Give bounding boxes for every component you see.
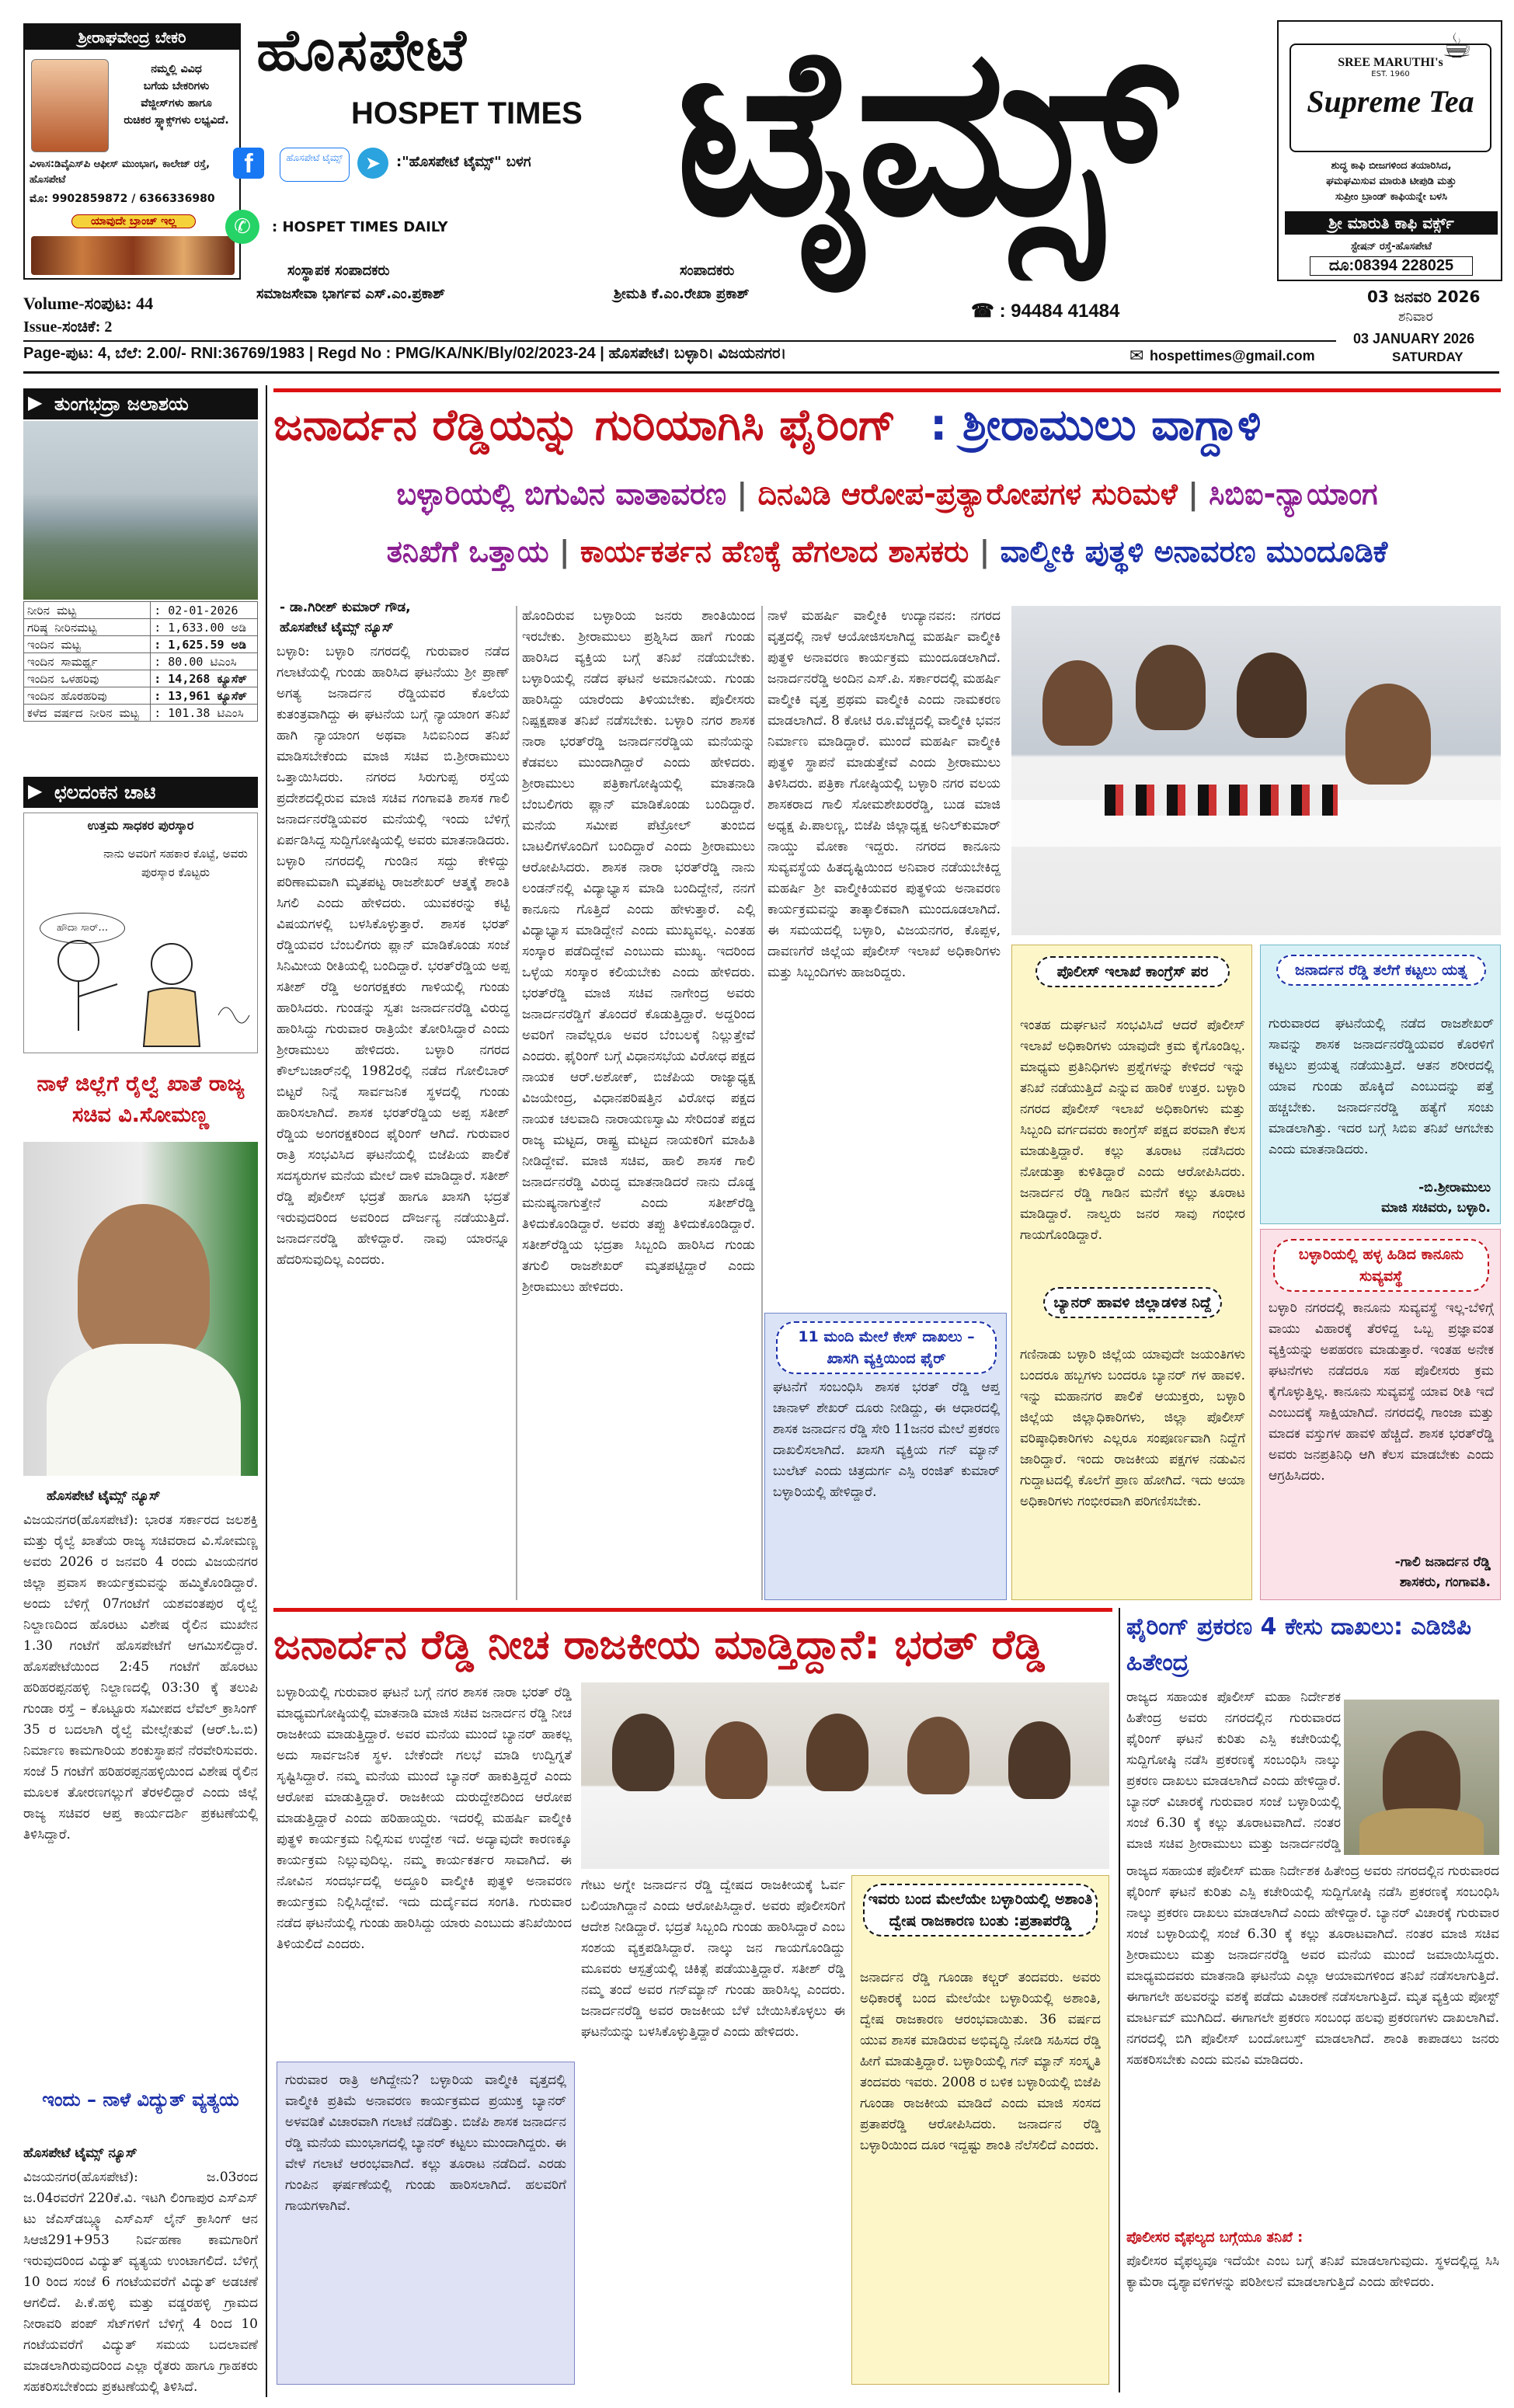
bakery-line: ಬಗೆಯ ಬೇಕರಿಗಳು — [143, 80, 210, 92]
somanna-face — [78, 1204, 210, 1359]
lead-photo-person — [1042, 660, 1112, 746]
tea-name: Supreme Tea — [1307, 84, 1474, 119]
lead-photo-mics — [1105, 785, 1338, 816]
lead-sub2: ತನಿಖೆಗೆ ಒತ್ತಾಯ | ಕಾರ್ಯಕರ್ತನ ಹೆಣಕ್ಕೆ ಹೆಗಲಾದ ಶಾಸಕರು | ವಾಲ್ಮೀಕಿ ಪುತ್ಥಳಿ ಅನಾವರಣ ಮುಂದೂಡಿಕೆ — [386, 534, 1388, 569]
fir-sub-body: ಪೊಲೀಸರ ವೈಫಲ್ಯವೂ ಇದೆಯೇ ಎಂಬ ಬಗ್ಗೆ ತನಿಖೆ ಮಾಡಲಾಗುವುದು. ಸ್ಥಳದಲ್ಲಿದ್ದ ಸಿಸಿ ಕ್ಯಾಮೆರಾ ದೃಶ್ಯಾವಳಿಗಳನ್ನು ಪರಿಶೀಲನೆ ಮಾಡಲಾಗುತ್ತಿದೆ ಎಂದು ಹೇಳಿದರು. — [1126, 2253, 1499, 2290]
tea-line: ಘಮಘಮಿಸುವ ಮಾರುತಿ ಟೀಪುಡಿ ಮತ್ತು — [1326, 176, 1457, 187]
box-banner-title: ಬ್ಯಾನರ್ ಹಾವಳಿ ಜಿಲ್ಲಾಡಳಿತ ನಿದ್ದೆ — [1043, 1287, 1222, 1318]
title-kn-big: ಟೈಮ್ಸ್ — [676, 0, 1169, 267]
bakery-phone: ಮೊ: 9902859872 / 6366336980 — [30, 193, 215, 205]
cartoon-drawing — [24, 930, 257, 1053]
tea-line: ಸುಪ್ರೀಂ ಬ್ರಾಂಡ್ ಕಾಫಿಯನ್ನೇ ಬಳಸಿ — [1335, 191, 1448, 203]
dam-row: ಇಂದಿನ ಸಾಮರ್ಥ್ಯ : 80.00 ಟಿಎಂಸಿ — [24, 653, 258, 670]
tea-phone: ದೂ:08394 228025 — [1310, 256, 1473, 276]
day-en: SATURDAY — [1392, 350, 1464, 364]
lead-sub-item: ಕಾರ್ಯಕರ್ತನ ಹೆಣಕ್ಕೆ ಹೆಗಲಾದ ಶಾಸಕರು — [579, 534, 969, 569]
fir-headline: ಫೈರಿಂಗ್ ಪ್ರಕರಣ 4 ಕೇಸು ದಾಖಲು: ಎಡಿಜಿಪಿ ಹಿತೇಂದ್ರ — [1126, 1613, 1471, 1676]
bakery-tag: ಯಾವುದೇ ಬ್ರಾಂಚ್ ಇಲ್ಲ — [71, 214, 196, 228]
somanna-body: ವಿಜಯನಗರ(ಹೊಸಪೇಟೆ): ಭಾರತ ಸರ್ಕಾರದ ಜಲಶಕ್ತಿ ಮತ್ತು ರೈಲ್ವೆ ಖಾತೆಯ ರಾಜ್ಯ ಸಚಿವರಾದ ವಿ.ಸೋಮಣ್ಣ ಅವರು 2026 ರ ಜನವರಿ 4 ರಂದು ವಿಜಯನಗರ ಜಿಲ್ಲಾ ಪ್ರವಾಸ ಕಾರ್ಯಕ್ರಮವನ್ನು ಹಮ್ಮಿಕೊಂಡಿದ್ದಾರೆ. ಅಂದು ಬೆಳಿಗ್ಗೆ 07ಗಂಟೆಗೆ ಯಶವಂತಪುರ ರೈಲ್ವೆ ನಿಲ್ದಾಣದಿಂದ ಹೊರಟು ವಿಶೇಷ ರೈಲಿನ ಮುಖೇನ 1.30 ಗಂಟೆಗೆ ಹೊಸಪೇಟೆಗೆ ಆಗಮಿಸಲಿದ್ದಾರೆ. ಹೊಸಪೇಟೆಯಿಂದ 2:45 ಗಂಟೆಗೆ ಹೊರಟು ಹರಿಹರಪ್ಪನಹಳ್ಳಿ ನಿಲ್ದಾಣದಲ್ಲಿ 03:30 ಕ್ಕೆ ತಲುಪಿ ಗುಂಡಾ ರಸ್ತೆ – ಕೊಟ್ಟೂರು ಸಮೀಪದ ಲೆವೆಲ್ ಕ್ರಾಸಿಂಗ್ 35 ರ ಬದಲಾಗಿ ರೈಲ್ವೆ ಮೇಲ್ಸೇತುವೆ (ಆರ್.ಓ.ಬಿ) ನಿರ್ಮಾಣ ಕಾಮಗಾರಿಯ ಶಂಕುಸ್ಥಾಪನೆ ನೆರವೇರಿಸುವರು. ಸಂಜೆ 5 ಗಂಟೆಗೆ ಹರಿಹರಪ್ಪನಹಳ್ಳಿಯಿಂದ ವಿಶೇಷ ರೈಲಿನ ಮೂಲಕ ತೋರಣಗಲ್ಲುಗೆ ತೆರಳಲಿದ್ದಾರೆ ಎಂದು ಜಿಲ್ಲೆ ರಾಜ್ಯ ಸಚಿವರ ಆಪ್ತ ಕಾರ್ಯದರ್ಶಿ ಪ್ರಕಟಣೆಯಲ್ಲಿ ತಿಳಿಸಿದ್ದಾರೆ. — [23, 1512, 258, 1843]
box-11-cases — [764, 1313, 1007, 1600]
tea-line: ಶುದ್ಧ ಕಾಫಿ ಬೀಜಗಳಿಂದ ತಯಾರಿಸಿದ, — [1331, 160, 1452, 172]
second-photo-person — [907, 1717, 969, 1794]
box-thursday-body: ಗುರುವಾರ ರಾತ್ರಿ ಅಗಿದ್ದೇನು? ಬಳ್ಳಾರಿಯ ವಾಲ್ಮೀಕಿ ವೃತ್ತದಲ್ಲಿ ವಾಲ್ಮೀಕಿ ಪ್ರತಿಮೆ ಅನಾವರಣ ಕಾರ್ಯಕ್ರಮದ ಪ್ರಯುಕ್ತ ಬ್ಯಾನರ್ ಅಳವಡಿಕೆ ವಿಚಾರವಾಗಿ ಗಲಾಟೆ ನಡೆದಿತ್ತು. ಬಿಜೆಪಿ ಶಾಸಕ ಜನಾರ್ದನ ರೆಡ್ಡಿ ಮನೆಯ ಮುಂಭಾಗದಲ್ಲಿ ಬ್ಯಾನರ್ ಕಟ್ಟಲು ಮುಂದಾಗಿದ್ದರು. ಈ ವೇಳೆ ಗಲಾಟೆ ಆರಂಭವಾಗಿದೆ. ಕಲ್ಲು ತೂರಾಟ ನಡೆದಿದೆ. ಎರಡು ಗುಂಪಿನ ಘರ್ಷಣೆಯಲ್ಲಿ ಗುಂಡು ಹಾರಿಸಲಾಗಿದೆ. ಹಲವರಿಗೆ ಗಾಯಗಳಾಗಿವೆ. — [285, 2072, 566, 2214]
founder-label: ಸಂಸ್ಥಾಪಕ ಸಂಪಾದಕರು — [287, 263, 390, 279]
bakery-line: ರುಚಿಕರ ಸ್ನ್ಯಾಕ್ಸ್‌ಗಳು ಲಭ್ಯವಿದೆ. — [124, 114, 229, 127]
box-bullet-title: ಜನಾರ್ದನ ರೆಡ್ಡಿ ತಲೆಗೆ ಕಟ್ಟಲು ಯತ್ನ — [1276, 955, 1486, 986]
dam-arrow-icon: ▶ — [28, 391, 43, 413]
fir-col-divider — [1119, 1608, 1120, 2392]
dam-row: ಕಳೆದ ವರ್ಷದ ನೀರಿನ ಮಟ್ಟ : 101.38 ಟಿಎಂಸಿ — [24, 705, 258, 722]
box-law-body: ಬಳ್ಳಾರಿ ನಗರದಲ್ಲಿ ಕಾನೂನು ಸುವ್ಯವಸ್ಥೆ ಇಲ್ಲ-ಬೆಳಿಗ್ಗೆ ವಾಯು ವಿಹಾರಕ್ಕೆ ತೆರಳಿದ್ದ ಒಬ್ಬ ಪ್ರಜ್ಞಾವಂತ ವ್ಯಕ್ತಿಯನ್ನು ಅಪಹರಣ ಮಾಡುತ್ತಾರೆ. ಇಂತಹ ಅನೇಕ ಘಟನೆಗಳು ನಡೆದರೂ ಸಹ ಪೊಲೀಸರು ಕ್ರಮ ಕೈಗೊಳ್ಳುತ್ತಿಲ್ಲ. ಕಾನೂನು ಸುವ್ಯವಸ್ಥೆ ಯಾವ ರೀತಿ ಇದೆ ಎಂಬುದಕ್ಕೆ ಸಾಕ್ಷಿಯಾಗಿದೆ. ನಗರದಲ್ಲಿ ಗಾಂಜಾ ಮತ್ತು ಮಾದಕ ವಸ್ತುಗಳ ಹಾವಳಿ ಹೆಚ್ಚಿದೆ. ಶಾಸಕ ಭರತ್‌ರೆಡ್ಡಿ ಅವರು ಜನಪ್ರತಿನಿಧಿ ಆಗಿ ಕೆಲಸ ಮಾಡಬೇಕು ಎಂದು ಆಗ್ರಹಿಸಿದರು. — [1269, 1300, 1494, 1484]
lead-photo-person — [1345, 684, 1431, 785]
cartoon — [23, 813, 258, 1053]
tea-shop: ಶ್ರೀ ಮಾರುತಿ ಕಾಫಿ ವರ್ಕ್ಸ್ — [1285, 211, 1498, 235]
box-law-sign: -ಗಾಲಿ ಜನಾರ್ದನ ರೆಡ್ಡಿ — [1394, 1554, 1491, 1570]
lead-headline-quote: : ಶ್ರೀರಾಮುಲು ವಾಗ್ದಾಳಿ — [929, 400, 1262, 451]
issue: Issue-ಸಂಚಿಕೆ: 2 — [23, 318, 113, 336]
box-banner-body: ಗಣಿನಾಡು ಬಳ್ಳಾರಿ ಜಿಲ್ಲೆಯ ಯಾವುದೇ ಜಯಂತಿಗಳು ಬಂದರೂ ಹಬ್ಬಗಳು ಬಂದರೂ ಬ್ಯಾನರ್ ಗಳ ಹಾವಳಿ. ಇನ್ನು ಮಹಾನಗರ ಪಾಲಿಕೆ ಆಯುಕ್ತರು, ಬಳ್ಳಾರಿ ಜಿಲ್ಲೆಯ ಜಿಲ್ಲಾಧಿಕಾರಿಗಳು, ಜಿಲ್ಲಾ ಪೊಲೀಸ್ ವರಿಷ್ಠಾಧಿಕಾರಿಗಳು ಎಲ್ಲರೂ ಸಂಪೂರ್ಣವಾಗಿ ನಿದ್ದೆಗೆ ಜಾರಿದ್ದಾರೆ. ಇಂದು ರಾಜಕೀಯ ಪಕ್ಷಗಳ ನಡುವಿನ ಗುದ್ದಾಟದಲ್ಲಿ ಕೊಲೆಗೆ ಪ್ರಾಣ ಹೋಗಿದೆ. ಇದು ಆಯಾ ಅಧಿಕಾರಿಗಳು ಗಂಭೀರವಾಗಿ ಪರಿಗಣಿಸಬೇಕು. — [1020, 1347, 1245, 1509]
cartoon-figure-head-right — [151, 944, 192, 984]
facebook-page-label[interactable]: ಹೊಸಪೇಟೆ ಟೈಮ್ಸ್ — [280, 148, 350, 182]
power-body: ವಿಜಯನಗರ(ಹೊಸಪೇಟೆ): ಜ.03ರಂದ ಜ.04ರವರೆಗೆ 220ಕೆ.ವಿ. ಇಟಗಿ ಲಿಂಗಾಪುರ ಎಸ್ಎಸ್ ಟು ಜೆಎಸ್‌ಡಬ್ಲ್ಯೂ ಎಸ್ಎಸ್ ಲೈನ್ ಕ್ರಾಸಿಂಗ್ ಆನ ಸಿಆಜಿ291+953 ನಿರ್ವಹಣಾ ಕಾಮಗಾರಿಗೆ ಇರುವುದರಿಂದ ವಿದ್ಯುತ್ ವ್ಯತ್ಯಯ ಉಂಟಾಗಲಿದೆ. ಬೆಳಿಗ್ಗೆ 10 ರಿಂದ ಸಂಜೆ 6 ಗಂಟೆಯವರೆಗೆ ವಿದ್ಯುತ್ ಅಡಚಣೆ ಆಗಲಿದೆ. ಪಿ.ಕೆ.ಹಳ್ಳಿ ಮತ್ತು ವಡ್ಡರಹಳ್ಳಿ ಗ್ರಾಮದ ನೀರಾವರಿ ಪಂಪ್ ಸೆಟ್‌ಗಳಿಗೆ ಬೆಳಿಗ್ಗೆ 4 ರಿಂದ 10 ಗಂಟೆಯವರೆಗೆ ವಿದ್ಯುತ್ ಸಮಯ ಬದಲಾವಣೆ ಮಾಡಲಾಗಿರುವುದರಿಂದ ಎಲ್ಲಾ ರೈತರು ಹಾಗೂ ಗ್ರಾಹಕರು ಸಹಕರಿಸಬೇಕೆಂದು ಪ್ರಕಟಣೆಯಲ್ಲಿ ತಿಳಿಸಿದೆ. — [23, 2170, 258, 2395]
somanna-shirt — [47, 1344, 241, 1476]
cartoon-figure-head-left — [58, 941, 99, 981]
cartoon-arrow-icon: ▶ — [28, 780, 43, 802]
cartoon-signature — [218, 1007, 249, 1023]
second-col-1: ಬಳ್ಳಾರಿಯಲ್ಲಿ ಗುರುವಾರ ಘಟನೆ ಬಗ್ಗೆ ನಗರ ಶಾಸಕ ನಾರಾ ಭರತ್ ರೆಡ್ಡಿ ಮಾಧ್ಯಮಗೋಷ್ಠಿಯಲ್ಲಿ ಮಾತನಾಡಿ ಮಾಜಿ ಸಚಿವ ಜನಾರ್ದನ ರೆಡ್ಡಿ ನೀಚ ರಾಜಕೀಯ ಮಾಡುತ್ತಿದ್ದಾರೆ. ಅವರ ಮನೆಯ ಮುಂದೆ ಬ್ಯಾನರ್ ಹಾಕಲ್ಲ ಅದು ಸಾರ್ವಜನಿಕ ಸ್ಥಳ. ಬೇಕೆಂದೇ ಗಲಭೆ ಮಾಡಿ ಉದ್ವಿಗ್ನತೆ ಸೃಷ್ಟಿಸಿದ್ದಾರೆ. ನಮ್ಮ ಮನೆಯ ಮುಂದೆ ಬ್ಯಾನರ್ ಹಾಕುತ್ತಿದ್ದರೆ ಎಂದು ಆರೋಪ ಮಾಡುತ್ತಿದ್ದಾರೆ. ರಾಜಕೀಯ ದುರುದ್ದೇಶದಿಂದ ಆರೋಪ ಮಾಡುತ್ತಿದ್ದಾರೆ ಎಂದು ಹರಿಹಾಯ್ದರು. ಇದರಲ್ಲಿ ಮಹರ್ಷಿ ವಾಲ್ಮೀಕಿ ಪುತ್ಥಳಿ ಕಾರ್ಯಕ್ರಮ ನಿಲ್ಲಿಸುವ ಉದ್ದೇಶ ಇದೆ. ಅದ್ಯಾವುದೇ ಕಾರಣಕ್ಕೂ ಕಾರ್ಯಕ್ರಮ ನಿಲ್ಲುವುದಿಲ್ಲ. ನಮ್ಮ ಕಾರ್ಯಕರ್ತರ ಸಾವಾಗಿದೆ. ಈ ನೋವಿನ ಸಂದರ್ಭದಲ್ಲಿ ಅದ್ದೂರಿ ವಾಲ್ಮೀಕಿ ಪುತ್ಥಳಿ ಅನಾವರಣ ಕಾರ್ಯಕ್ರಮ ನಿಲ್ಲಿಸಿದ್ದೇವೆ. ಇದು ದುರ್ದೈವದ ಸಂಗತಿ. ಗುರುವಾರ ನಡೆದ ಘಟನೆಯಲ್ಲಿ ಗುಂಡು ಹಾರಿಸಿದ್ದು ಯಾರು ಎಂಬುದು ತನಿಖೆಯಿಂದ ತಿಳಿಯಲಿದೆ ಎಂದರು. — [277, 1685, 572, 1952]
bakery-line: ನಮ್ಮಲ್ಲಿ ವಿವಿಧ — [151, 63, 202, 75]
box-law-sign-2: ಶಾಸಕರು, ಗಂಗಾವತಿ. — [1399, 1575, 1491, 1590]
second-press-photo — [581, 1682, 1109, 1869]
power-headline: ಇಂದು – ನಾಳೆ ವಿದ್ಯುತ್ ವ್ಯತ್ಯಯ — [42, 2089, 239, 2110]
cartoon-figure-arm-left — [78, 984, 117, 997]
reg-divider — [23, 371, 1499, 374]
dam-row: ಇಂದಿನ ಮಟ್ಟ : 1,625.59 ಅಡಿ — [24, 636, 258, 653]
dam-table — [23, 601, 258, 722]
masthead-divider — [23, 340, 1336, 342]
lead-photo-person — [1237, 652, 1307, 738]
dam-title: ತುಂಗಭದ್ರಾ ಜಲಾಶಯ — [23, 388, 258, 419]
lead-byline: - ಡಾ.ಗಿರೀಶ್ ಕುಮಾರ್ ಗೌಡ, — [280, 600, 411, 615]
editor-label: ಸಂಪಾದಕರು — [680, 263, 735, 279]
lead-sub-item: ತನಿಖೆಗೆ ಒತ್ತಾಯ — [386, 534, 549, 569]
left-bakery-ad — [23, 23, 241, 280]
box-law-title: ಬಳ್ಳಾರಿಯಲ್ಲಿ ಹಳ್ಳ ಹಿಡಿದ ಕಾನೂನು ಸುವ್ಯವಸ್ಥೆ — [1273, 1239, 1489, 1292]
box-thursday — [277, 2062, 575, 2385]
volume: Volume-ಸಂಪುಟ: 44 — [23, 294, 154, 313]
box-bullet — [1260, 945, 1501, 1224]
lead-sub-item: ಸಿಬಿಐ-ನ್ಯಾಯಾಂಗ — [1209, 477, 1378, 511]
fir-photo-uniform — [1359, 1808, 1484, 1855]
somanna-photo — [23, 1142, 258, 1476]
telegram-icon[interactable]: ➤ — [357, 148, 388, 179]
fir-sub-head: ಪೊಲೀಸರ ವೈಫಲ್ಯದ ಬಗ್ಗೆಯೂ ತನಿಖೆ : — [1126, 2229, 1303, 2246]
box-law — [1260, 1229, 1501, 1600]
box-bullet-body: ಗುರುವಾರದ ಘಟನೆಯಲ್ಲಿ ನಡೆದ ರಾಜಶೇಖರ್ ಸಾವನ್ನು ಶಾಸಕ ಜನಾರ್ದನರೆಡ್ಡಿಯವರ ಕೊರಳಿಗೆ ಕಟ್ಟಲು ಪ್ರಯತ್ನ ನಡೆಯುತ್ತಿದೆ. ಆತನ ಶರೀರದಲ್ಲಿ ಯಾವ ಗುಂಡು ಹೊಕ್ಕಿದೆ ಎಂಬುದನ್ನು ಪತ್ತೆ ಹಚ್ಚಬೇಕು. ಜನಾರ್ದನರೆಡ್ಡಿ ಹತ್ಯೆಗೆ ಸಂಚು ಮಾಡಲಾಗಿತ್ತು. ಇದರ ಬಗ್ಗೆ ಸಿಬಿಐ ತನಿಖೆ ಆಗಬೇಕು ಎಂದು ಮಾತನಾಡಿದರು. — [1269, 1016, 1494, 1157]
box-police-title: ಪೊಲೀಸ್ ಇಲಾಖೆ ಕಾಂಗ್ರೆಸ್ ಪರ — [1035, 956, 1230, 987]
box-11-title: 11 ಮಂದಿ ಮೇಲೆ ಕೇಸ್ ದಾಖಲು – ಖಾಸಗಿ ವ್ಯಕ್ತಿಯಿಂದ ಫೈರ್ — [776, 1321, 997, 1374]
somanna-byline: ಹೊಸಪೇಟೆ ಟೈಮ್ಸ್ ನ್ಯೂಸ್ — [47, 1488, 161, 1504]
box-11-body: ಘಟನೆಗೆ ಸಂಬಂಧಿಸಿ ಶಾಸಕ ಭರತ್ ರೆಡ್ಡಿ ಆಪ್ತ ಚಾನಾಳ್ ಶೇಖರ್ ದೂರು ನೀಡಿದ್ದು, ಈ ಆಧಾರದಲ್ಲಿ ಶಾಸಕ ಜನಾರ್ದನ ರೆಡ್ಡಿ ಸೇರಿ 11ಜನರ ಮೇಲೆ ಪ್ರಕರಣ ದಾಖಲಿಸಲಾಗಿದೆ. ಖಾಸಗಿ ವ್ಯಕ್ತಿಯ ಗನ್ ಮ್ಯಾನ್ ಬುಲೆಟ್ ಎಂದು ಚಿತ್ರದುರ್ಗ ಎಸ್ಪಿ ರಂಜಿತ್ ಕುಮಾರ್ ಬಳ್ಳಾರಿಯಲ್ಲಿ ಹೇಳಿದ್ದಾರೆ. — [773, 1380, 1000, 1500]
box-police-body: ಇಂತಹ ದುರ್ಘಟನೆ ಸಂಭವಿಸಿದೆ ಆದರೆ ಪೊಲೀಸ್ ಇಲಾಖೆ ಅಧಿಕಾರಿಗಳು ಯಾವುದೇ ಕ್ರಮ ಕೈಗೊಂಡಿಲ್ಲ. ಮಾಧ್ಯಮ ಪ್ರತಿನಿಧಿಗಳು ಪ್ರಶ್ನೆಗಳನ್ನು ಕೇಳಿದರೆ ಇನ್ನು ತನಿಖೆ ನಡೆಯುತ್ತಿದೆ ಎನ್ನುವ ಹಾರಿಕೆ ಉತ್ತರ. ಬಳ್ಳಾರಿ ನಗರದ ಪೊಲೀಸ್ ಇಲಾಖೆ ಅಧಿಕಾರಿಗಳು ಮತ್ತು ಸಿಬ್ಬಂದಿ ವರ್ಗದವರು ಕಾಂಗ್ರೆಸ್ ಪಕ್ಷದ ಪರವಾಗಿ ಕೆಲಸ ಮಾಡುತ್ತಿದ್ದಾರೆ. ಕಲ್ಲು ತೂರಾಟ ನಡೆಸಿದರು ನೋಡುತ್ತಾ ಕುಳಿತಿದ್ದಾರೆ ಎಂದು ಆರೋಪಿಸಿದರು. ಜನಾರ್ದನ ರೆಡ್ಡಿ ಗಾಡಿನ ಮನೆಗೆ ಕಲ್ಲು ತೂರಾಟ ಮಾಡಿದ್ದಾರೆ. ನಾಲ್ವರು ಜನರ ಸಾವು ಗಂಭೀರ ಗಾಯಗೊಂಡಿದ್ದಾರೆ. — [1020, 1018, 1245, 1243]
email[interactable]: hospettimes@gmail.com — [1150, 348, 1315, 364]
reg-line: Page-ಪುಟ: 4, ಬೆಲೆ: 2.00/- RNI:36769/1983 | Regd No : PMG/KA/NK/Bly/02/2023-24 | ಹೊಸಪೇಟೆ। ಬಳ್ಳಾರಿ। ವಿಜಯನಗರ। — [23, 345, 787, 362]
lead-sub-item: ಬಳ್ಳಾರಿಯಲ್ಲಿ ಬಿಗುವಿನ ವಾತಾವರಣ — [396, 477, 727, 511]
title-kn-small: ಹೊಸಪೇಟೆ — [256, 17, 468, 84]
bakery-cakes-image — [31, 236, 235, 275]
lead-byline-2: ಹೊಸಪೇಟೆ ಟೈಮ್ಸ್ ನ್ಯೂಸ್ — [280, 620, 394, 635]
bakery-address: ವಿಳಾಸ:ಡಿವೈಎಸ್‌ಪಿ ಆಫೀಸ್ ಮುಂಭಾಗ, ಕಾಲೇಜ್ ರಸ್ತೆ, ಹೊಸಪೇಟೆ — [30, 158, 211, 186]
tea-brand: SREE MARUTHI's — [1338, 56, 1443, 69]
date-kn: 03 ಜನವರಿ 2026 — [1367, 287, 1481, 306]
lead-sub-item: ದಿನವಿಡಿ ಆರೋಪ-ಪ್ರತ್ಯಾರೋಪಗಳ ಸುರಿಮಳೆ — [757, 477, 1178, 511]
tea-logo — [1290, 43, 1491, 152]
cartoon-title: ಛಲದಂಕನ ಚಾಟಿ — [23, 777, 258, 808]
lead-press-photo — [1011, 606, 1501, 935]
fir-photo — [1344, 1700, 1499, 1855]
title-en: HOSPET TIMES — [351, 96, 583, 130]
second-headline: ಜನಾರ್ದನ ರೆಡ್ಡಿ ನೀಚ ರಾಜಕೀಯ ಮಾಡ್ತಿದ್ದಾನೆ: ಭರತ್ ರೆಡ್ಡಿ — [273, 1622, 1045, 1669]
second-photo-person — [705, 1721, 767, 1799]
box-asanti-title: ಇವರು ಬಂದ ಮೇಲೆಯೇ ಬಳ್ಳಾರಿಯಲ್ಲಿ ಅಶಾಂತಿ ದ್ವೇಷ ರಾಜಕಾರಣ ಬಂತು :ಪ್ರತಾಪರೆಡ್ಡಿ — [863, 1884, 1098, 1936]
dam-row: ಇಂದಿನ ಒಳಹರಿವು : 14,268 ಕ್ಯೂಸೆಕ್ — [24, 670, 258, 687]
box-bullet-sign-2: ಮಾಜಿ ಸಚಿವರು, ಬಳ್ಳಾರಿ. — [1381, 1200, 1491, 1216]
second-col-2: ಗೇಟು ಅಗ್ನೇ ಜನಾರ್ದನ ರೆಡ್ಡಿ ದ್ವೇಷದ ರಾಜಕೀಯಕ್ಕೆ ಓರ್ವ ಬಲಿಯಾಗಿದ್ದಾನೆ ಎಂದು ಆರೋಪಿಸಿದ್ದಾರೆ. ಅವರು ಪೊಲೀಸರಿಗೆ ಆದೇಶ ನೀಡಿದ್ದಾರೆ. ಭದ್ರತೆ ಸಿಬ್ಬಂದಿ ಗುಂಡು ಹಾರಿಸಿದ್ದಾರೆ ಎಂಬ ಸಂಶಯ ವ್ಯಕ್ತಪಡಿಸಿದ್ದಾರೆ. ನಾಲ್ಕು ಜನ ಗಾಯಗೊಂಡಿದ್ದು ಮೂವರು ಆಸ್ಪತ್ರೆಯಲ್ಲಿ ಚಿಕಿತ್ಸೆ ಪಡೆಯುತ್ತಿದ್ದಾರೆ. ಸತೀಶ್ ರೆಡ್ಡಿ ನಮ್ಮ ತಂದೆ ಅವರ ಗನ್‌ಮ್ಯಾನ್ ಗುಂಡು ಹಾರಿಸಿಲ್ಲ ಎಂದರು. ಜನಾರ್ದನರೆಡ್ಡಿ ಅವರ ರಾಜಕೀಯ ಬೆಳೆ ಬೇಯಿಸಿಕೊಳ್ಳಲು ಈ ಘಟನೆಯನ್ನು ಬಳಸಿಕೊಳ್ಳುತ್ತಿದ್ದಾರೆ ಎಂದು ಹೇಳಿದರು. — [581, 1877, 845, 2040]
left-col-divider — [266, 385, 267, 2397]
box-asanti — [851, 1875, 1109, 2385]
tea-address: ಸ್ಟೇಷನ್ ರಸ್ತೆ-ಹೊಸಪೇಟೆ — [1350, 241, 1432, 252]
second-photo-person — [612, 1714, 674, 1791]
second-photo-person — [1008, 1721, 1070, 1799]
lead-col-3: ನಾಳೆ ಮಹರ್ಷಿ ವಾಲ್ಮೀಕಿ ಉದ್ಯಾನವನ: ನಗರದ ವೃತ್ತದಲ್ಲಿ ನಾಳೆ ಆಯೋಜಿಸಲಾಗಿದ್ದ ಮಹರ್ಷಿ ವಾಲ್ಮೀಕಿ ಪುತ್ಥಳಿ ಅನಾವರಣ ಕಾರ್ಯಕ್ರಮ ಮುಂದೂಡಲಾಗಿದೆ. ಜನಾರ್ದನರೆಡ್ಡಿ ಅಂದಿನ ಎಸ್.ಪಿ. ಸರ್ಕಾರದಲ್ಲಿ ಮಹರ್ಷಿ ವಾಲ್ಮೀಕಿ ವೃತ್ತ ಪ್ರಥಮ ವಾಲ್ಮೀಕಿ ಎಂದು ನಾಮಕರಣ ಮಾಡಲಾಗಿದೆ. 8 ಕೋಟಿ ರೂ.ವೆಚ್ಚದಲ್ಲಿ ವಾಲ್ಮೀಕಿ ಭವನ ನಿರ್ಮಾಣ ಮಾಡಿದ್ದಾರೆ. ಮುಂದೆ ಮಹರ್ಷಿ ವಾಲ್ಮೀಕಿ ಪುತ್ಥಳಿ ಸ್ಥಾಪನೆ ಮಾಡುತ್ತೇವೆ ಎಂದು ಶ್ರೀರಾಮುಲು ತಿಳಿಸಿದರು. ಪತ್ರಿಕಾ ಗೋಷ್ಠಿಯಲ್ಲಿ ಬಳ್ಳಾರಿ ನಗರ ವಲಯ ಶಾಸಕರಾದ ಗಾಲಿ ಸೋಮಶೇಖರರೆಡ್ಡಿ, ಬುಡ ಮಾಜಿ ಅಧ್ಯಕ್ಷ ಪಿ.ಪಾಲಣ್ಣ, ಬಿಜೆಪಿ ಜಿಲ್ಲಾಧ್ಯಕ್ಷ ಅನಿಲ್‌ಕುಮಾರ್ ನಾಯ್ಡು ಮೋಕಾ ಇದ್ದರು. ನಗರದ ಕಾನೂನು ಸುವ್ಯವಸ್ಥೆಯ ಹಿತದೃಷ್ಟಿಯಿಂದ ಅನಿವಾರ ನಡೆಯಬೇಕಿದ್ದ ಮಹರ್ಷಿ ಶ್ರೀ ವಾಲ್ಮೀಕಿಯವರ ಪುತ್ಥಳಿಯ ಅನಾವರಣ ಕಾರ್ಯಕ್ರಮವನ್ನು ತಾತ್ಕಾಲಿಕವಾಗಿ ಮುಂದೂಡಲಾಗಿದೆ. ಈ ಸಮಯದಲ್ಲಿ ಬಳ್ಳಾರಿ, ವಿಜಯನಗರ, ಕೊಪ್ಪಳ, ದಾವಣಗೆರೆ ಜಿಲ್ಲೆಯ ಪೊಲೀಸ್ ಇಲಾಖೆ ಅಧಿಕಾರಿಗಳು ಮತ್ತು ಸಿಬ್ಬಂದಿಗಳು ಹಾಜರಿದ್ದರು. — [767, 608, 1001, 980]
bakery-image — [31, 59, 109, 152]
dam-photo — [23, 421, 258, 600]
cartoon-figure-body-right — [144, 988, 200, 1046]
lead-top-rule — [273, 388, 1501, 392]
fir-body: ರಾಜ್ಯದ ಸಹಾಯಕ ಪೊಲೀಸ್ ಮಹಾ ನಿರ್ದೇಶಕ ಹಿತೇಂದ್ರ ಅವರು ನಗರದಲ್ಲಿನ ಗುರುವಾರದ ಫೈರಿಂಗ್ ಘಟನೆ ಕುರಿತು ಎಸ್ಪಿ ಕಚೇರಿಯಲ್ಲಿ ಸುದ್ದಿಗೋಷ್ಠಿ ನಡೆಸಿ ಪ್ರಕರಣಕ್ಕೆ ಸಂಬಂಧಿಸಿ ನಾಲ್ಕು ಪ್ರಕರಣ ದಾಖಲು ಮಾಡಲಾಗಿದೆ ಎಂದು ಹೇಳಿದ್ದಾರೆ. ಬ್ಯಾನರ್ ವಿಚಾರಕ್ಕೆ ಗುರುವಾರ ಸಂಜೆ ಬಳ್ಳಾರಿಯಲ್ಲಿ ಸಂಜೆ 6.30 ಕ್ಕೆ ಕಲ್ಲು ತೂರಾಟವಾಗಿದೆ. ನಂತರ ಮಾಜಿ ಸಚಿವ ಶ್ರೀರಾಮುಲು ಮತ್ತು ಜನಾರ್ದನರೆಡ್ಡಿ — [1126, 1689, 1341, 1852]
tea-cup-icon: ☕ — [1442, 26, 1473, 66]
date-en: 03 JANUARY 2026 — [1353, 331, 1475, 346]
dam-row: ಇಂದಿನ ಹೊರಹರಿವು : 13,961 ಕ್ಯೂಸೆಕ್ — [24, 687, 258, 705]
second-top-rule — [273, 1608, 1112, 1612]
lead-sub-item: ವಾಲ್ಮೀಕಿ ಪುತ್ಥಳಿ ಅನಾವರಣ ಮುಂದೂಡಿಕೆ — [1000, 534, 1388, 569]
bakery-title: ಶ್ರೀರಾಘವೇಂದ್ರ ಬೇಕರಿ — [25, 25, 239, 50]
lead-col-divider — [761, 606, 763, 1600]
box-police — [1011, 945, 1252, 1600]
fir-body-cont: ರಾಜ್ಯದ ಸಹಾಯಕ ಪೊಲೀಸ್ ಮಹಾ ನಿರ್ದೇಶಕ ಹಿತೇಂದ್ರ ಅವರು ನಗರದಲ್ಲಿನ ಗುರುವಾರದ ಫೈರಿಂಗ್ ಘಟನೆ ಕುರಿತು ಎಸ್ಪಿ ಕಚೇರಿಯಲ್ಲಿ ಸುದ್ದಿಗೋಷ್ಠಿ ನಡೆಸಿ ಪ್ರಕರಣಕ್ಕೆ ಸಂಬಂಧಿಸಿ ನಾಲ್ಕು ಪ್ರಕರಣ ದಾಖಲು ಮಾಡಲಾಗಿದೆ ಎಂದು ಹೇಳಿದ್ದಾರೆ. ಬ್ಯಾನರ್ ವಿಚಾರಕ್ಕೆ ಗುರುವಾರ ಸಂಜೆ ಬಳ್ಳಾರಿಯಲ್ಲಿ ಸಂಜೆ 6.30 ಕ್ಕೆ ಕಲ್ಲು ತೂರಾಟವಾಗಿದೆ. ನಂತರ ಮಾಜಿ ಸಚಿವ ಶ್ರೀರಾಮುಲು ಮತ್ತು ಜನಾರ್ದನರೆಡ್ಡಿ ಅವರ ಮನೆಯ ಮುಂದೆ ಜಮಾಯಿಸಿದ್ದರು. ಮಾಧ್ಯಮದವರು ಮಾತನಾಡಿ ಘಟನೆಯ ಎಲ್ಲಾ ಆಯಾಮಗಳಿಂದ ತನಿಖೆ ನಡೆಸಲಾಗುತ್ತಿದೆ. ಈಗಾಗಲೇ ಹಲವರನ್ನು ವಶಕ್ಕೆ ಪಡೆದು ವಿಚಾರಣೆ ನಡೆಸಲಾಗುತ್ತಿದೆ. ಮೃತ ವ್ಯಕ್ತಿಯ ಪೋಸ್ಟ್ ಮಾರ್ಟಮ್ ಮುಗಿದಿದೆ. ಈಗಾಗಲೇ ಪ್ರಕರಣ ಸಂಬಂಧ ಹಲವು ಪ್ರಕರಣಗಳು ದಾಖಲಾಗಿವೆ. ನಗರದಲ್ಲಿ ಬಿಗಿ ಪೊಲೀಸ್ ಬಂದೋಬಸ್ತ್ ಮಾಡಲಾಗಿದೆ. ಶಾಂತಿ ಕಾಪಾಡಲು ಜನರು ಸಹಕರಿಸಬೇಕು ಎಂದು ಮನವಿ ಮಾಡಿದರು. — [1126, 1863, 1499, 2068]
right-tea-ad — [1277, 20, 1502, 281]
lead-sub1: ಬಳ್ಳಾರಿಯಲ್ಲಿ ಬಿಗುವಿನ ವಾತಾವರಣ | ದಿನವಿಡಿ ಆರೋಪ-ಪ್ರತ್ಯಾರೋಪಗಳ ಸುರಿಮಳೆ | ಸಿಬಿಐ-ನ್ಯಾಯಾಂಗ — [396, 477, 1378, 511]
lead-col-divider — [516, 606, 517, 1600]
tea-est: EST. 1960 — [1371, 70, 1410, 78]
box-asanti-body: ಜನಾರ್ದನ ರೆಡ್ಡಿ ಗೂಂಡಾ ಕಲ್ಚರ್ ತಂದವರು. ಅವರು ಅಧಿಕಾರಕ್ಕೆ ಬಂದ ಮೇಲೆಯೇ ಬಳ್ಳಾರಿಯಲ್ಲಿ ಅಶಾಂತಿ, ದ್ವೇಷ ರಾಜಕಾರಣ ಆರಂಭವಾಯಿತು. 36 ವರ್ಷದ ಯುವ ಶಾಸಕ ಮಾಡಿರುವ ಅಭಿವೃದ್ಧಿ ನೋಡಿ ಸಹಿಸದ ರೆಡ್ಡಿ ಹೀಗೆ ಮಾಡುತ್ತಿದ್ದಾರೆ. ಬಳ್ಳಾರಿಯಲ್ಲಿ ಗನ್ ಮ್ಯಾನ್ ಸಂಸ್ಕೃತಿ ತಂದವರು ಇವರು. 2008 ರ ಬಳಿಕ ಬಳ್ಳಾರಿಯಲ್ಲಿ ಬಿಜೆಪಿ ಗೂಂಡಾ ರಾಜಕೀಯ ಮಾಡಿದೆ ಎಂದು ಮಾಜಿ ಸಂಸದ ಪ್ರತಾಪರೆಡ್ಡಿ ಆರೋಪಿಸಿದರು. ಜನಾರ್ದನ ರೆಡ್ಡಿ ಬಳ್ಳಾರಿಯಿಂದ ದೂರ ಇದ್ದಷ್ಟು ಶಾಂತಿ ನೆಲೆಸಲಿದೆ ಎಂದರು. — [860, 1970, 1101, 2153]
cartoon-bubble: ಹೌದಾ ಸಾರ್... — [40, 913, 125, 944]
somanna-headline: ನಾಳೆ ಜಿಲ್ಲೆಗೆ ರೈಲ್ವೆ ಖಾತೆ ರಾಜ್ಯ ಸಚಿವ ವಿ.ಸೋಮಣ್ಣ — [37, 1072, 245, 1127]
telegram-label: :"ಹೊಸಪೇಟೆ ಟೈಮ್ಸ್" ಬಳಗ — [396, 154, 531, 170]
lead-col-2: ಹೊಂದಿರುವ ಬಳ್ಳಾರಿಯ ಜನರು ಶಾಂತಿಯಿಂದ ಇರಬೇಕು. ಶ್ರೀರಾಮುಲು ಪ್ರಶ್ನಿಸಿದ ಹಾಗೆ ಗುಂಡು ಹಾರಿಸಿದ ವ್ಯಕ್ತಿಯ ಬಗ್ಗೆ ತನಿಖೆ ನಡೆಯಬೇಕು. ಬಳ್ಳಾರಿಯಲ್ಲಿ ನಡೆದ ಘಟನೆ ಅಮಾನವೀಯ. ಗುಂಡು ಹಾರಿಸಿದ್ದು ಯಾರೆಂದು ತಿಳಿಯಬೇಕು. ಪೊಲೀಸರು ನಿಷ್ಪಕ್ಷಪಾತ ತನಿಖೆ ನಡೆಸಬೇಕು. ಬಳ್ಳಾರಿ ನಗರ ಶಾಸಕ ನಾರಾ ಭರತ್‌ರೆಡ್ಡಿ ಜನಾರ್ದನರೆಡ್ಡಿಯ ಮನೆಯನ್ನು ಕೆಡವಲು ಮುಂದಾಗಿದ್ದಾರೆ ಎಂದು ಹೇಳಿದರು. ಶ್ರೀರಾಮುಲು ಪತ್ರಿಕಾಗೋಷ್ಠಿಯಲ್ಲಿ ಮಾತನಾಡಿ ಬೆಂಬಲಿಗರು ಪ್ಲಾನ್ ಮಾಡಿಕೊಂಡು ಬಂದಿದ್ದಾರೆ. ಮನೆಯ ಸಮೀಪ ಪೆಟ್ರೋಲ್ ತುಂಬಿದ ಬಾಟಲಿಗಳೊಂದಿಗೆ ಬಂದಿದ್ದಾರೆ ಎಂದು ಶ್ರೀರಾಮುಲು ಆರೋಪಿಸಿದರು. ಶಾಸಕ ನಾರಾ ಭರತ್‌ರೆಡ್ಡಿ ನಾನು ಲಂಡನ್‌ನಲ್ಲಿ ವಿದ್ಯಾಭ್ಯಾಸ ಮಾಡಿ ಬಂದಿದ್ದೇನೆ, ನನಗೆ ಕಾನೂನು ಗೊತ್ತಿದೆ ಎಂದು ಹೇಳುತ್ತಾರೆ. ಎಲ್ಲಿ ವಿದ್ಯಾಭ್ಯಾಸ ಮಾಡಿದ್ದೇನೆ ಎಂದು ಮುಖ್ಯವಲ್ಲ. ಎಂತಹ ಸಂಸ್ಕಾರ ಪಡೆದಿದ್ದೇವೆ ಎಂಬುದು ಮುಖ್ಯ. ಇದರಿಂದ ಒಳ್ಳೆಯ ಸಂಸ್ಕಾರ ಕಲಿಯಬೇಕು ಎಂದು ಹೇಳಿದರು. ಭರತ್‌ರೆಡ್ಡಿ ಮಾಜಿ ಸಚಿವ ನಾಗೇಂದ್ರ ಅವರು ಜನಾರ್ದನರೆಡ್ಡಿಗೆ ತೊಂದರೆ ಕೊಡುತ್ತಿದ್ದಾರೆ. ಅದ್ದರಿಂದ ಅವರಿಗೆ ನಾವೆಲ್ಲರೂ ಅವರ ಬೆಂಬಲಕ್ಕೆ ನಿಲ್ಲುತ್ತೇವೆ ಎಂದರು. ಫೈರಿಂಗ್ ಬಗ್ಗೆ ವಿಧಾನಸಭೆಯ ವಿರೋಧ ಪಕ್ಷದ ನಾಯಕ ಆರ್.ಅಶೋಕ್, ಬಿಜೆಪಿಯ ರಾಜ್ಯಾಧ್ಯಕ್ಷ ವಿಜಯೇಂದ್ರ, ವಿಧಾನಪರಿಷತ್ತಿನ ವಿರೋಧ ಪಕ್ಷದ ನಾಯಕ ಚಲವಾದಿ ನಾರಾಯಣಸ್ವಾಮಿ ಸೇರಿದಂತೆ ಪಕ್ಷದ ರಾಜ್ಯ ಮಟ್ಟದ, ರಾಷ್ಟ್ರ ಮಟ್ಟದ ನಾಯಕರಿಗೆ ಮಾಹಿತಿ ನೀಡಿದ್ದೇವೆ. ಮಾಜಿ ಸಚಿವ, ಹಾಲಿ ಶಾಸಕ ಗಾಲಿ ಜನಾರ್ದನರೆಡ್ಡಿ ವಿರುದ್ಧ ಮಾತನಾಡಿದರೆ ನಾನು ದೊಡ್ಡ ಮನುಷ್ಯನಾಗುತ್ತೇನೆ ಎಂದು ಸತೀಶ್‌ರೆಡ್ಡಿ ತಿಳಿದುಕೊಂಡಿದ್ದಾರೆ. ಅವರು ತಪ್ಪು ತಿಳಿದುಕೊಂಡಿದ್ದಾರೆ. ಸತೀಶ್‌ರೆಡ್ಡಿಯ ಭದ್ರತಾ ಸಿಬ್ಬಂದಿ ಹಾರಿಸಿದ ಗುಂಡು ತಗುಲಿ ರಾಜಶೇಖರ್ ಮೃತಪಟ್ಟಿದ್ದಾರೆ ಎಂದು ಶ್ರೀರಾಮುಲು ಹೇಳಿದರು. — [522, 608, 755, 1295]
cartoon-caption-2: ನಾನು ಅವರಿಗೆ ಸಹಕಾರ ಕೊಟ್ಟೆ, ಅವರು ಪುರಸ್ಕಾರ ಕೊಟ್ಟರು — [103, 847, 248, 879]
bakery-line: ವೆಜ್ಜೀಸ್‌ಗಳು ಹಾಗೂ — [141, 97, 212, 110]
dam-row: ಗರಿಷ್ಠ ನೀರಿನಮಟ್ಟ : 1,633.00 ಅಡಿ — [24, 619, 258, 636]
lead-photo-person — [1136, 645, 1206, 730]
lead-headline — [273, 395, 1501, 457]
box-bullet-sign: -ಬಿ.ಶ್ರೀರಾಮುಲು — [1418, 1180, 1491, 1195]
editor-phone: ☎ : 94484 41484 — [971, 301, 1120, 322]
whatsapp-label: : HOSPET TIMES DAILY — [272, 219, 448, 235]
lead-headline-main: ಜನಾರ್ದನ ರೆಡ್ಡಿಯನ್ನು ಗುರಿಯಾಗಿಸಿ ಫೈರಿಂಗ್ — [273, 400, 896, 451]
lead-col-1: ಬಳ್ಳಾರಿ: ಬಳ್ಳಾರಿ ನಗರದಲ್ಲಿ ಗುರುವಾರ ನಡೆದ ಗಲಾಟೆಯಲ್ಲಿ ಗುಂಡು ಹಾರಿಸಿದ ಘಟನೆಯು ಶ್ರೀ ಪ್ರಾಣ್ ಅಗತ್ಯ ಜನಾರ್ದನ ರೆಡ್ಡಿಯವರ ಕೊಲೆಯ ಕುತಂತ್ರವಾಗಿದ್ದು ಈ ಘಟನೆಯ ಬಗ್ಗೆ ನ್ಯಾಯಾಂಗ ತನಿಖೆ ಹಾಗಿ ನ್ಯಾಯಾಂಗ ಅಥವಾ ಸಿಬಿಐನಿಂದ ತನಿಖೆ ಮಾಡಿಸಬೇಕೆಂದು ಮಾಜಿ ಸಚಿವ ಬಿ.ಶ್ರೀರಾಮುಲು ಒತ್ತಾಯಿಸಿದರು. ನಗರದ ಸಿರುಗುಪ್ಪ ರಸ್ತೆಯ ಪ್ರದೇಶದಲ್ಲಿರುವ ಮಾಜಿ ಸಚಿವ ಗಂಗಾವತಿ ಶಾಸಕ ಗಾಲಿ ಜನಾರ್ದನರೆಡ್ಡಿಯವರ ಮನೆಯಲ್ಲಿ ಇಂದು ಬೆಳಿಗ್ಗೆ ಏರ್ಪಡಿಸಿದ್ದ ಸುದ್ದಿಗೋಷ್ಠಿಯಲ್ಲಿ ಅವರು ಮಾತನಾಡಿದರು. ಬಳ್ಳಾರಿ ನಗರದಲ್ಲಿ ಗುಂಡಿನ ಸದ್ದು ಕೇಳಿದ್ದು ಪರಿಣಾಮವಾಗಿ ಮೃತಪಟ್ಟ ರಾಜಶೇಖರ್ ಆತ್ಮಕ್ಕೆ ಶಾಂತಿ ಸಿಗಲಿ ಎಂದು ಹೇಳಿದರು. ಯುವಕರನ್ನು ಕಟ್ಟಿ ವಿಷಯಗಳಲ್ಲಿ ಬಳಸಿಕೊಳ್ಳುತ್ತಾರೆ. ಶಾಸಕ ಭರತ್ ರೆಡ್ಡಿಯವರ ಬೆಂಬಲಿಗರು ಪ್ಲಾನ್ ಮಾಡಿಕೊಂಡು ಸಂಜೆ ಸಿನಿಮೀಯ ರೀತಿಯಲ್ಲಿ ಬಂದಿದ್ದಾರೆ. ಭರತ್‌ರೆಡ್ಡಿಯ ಅಪ್ಪ ಸತೀಶ್ ರೆಡ್ಡಿ ಅಂಗರಕ್ಷಕರು ಗಾಳಿಯಲ್ಲಿ ಗುಂಡು ಹಾರಿಸಿದರು. ಗುಂಡನ್ನು ಸ್ವತಃ ಜನಾರ್ದನರೆಡ್ಡಿ ವಿರುದ್ಧ ಹಾರಿಸಿದ್ದು ಗುರುವಾರ ರಾತ್ರಿಯೇ ತೋರಿಸಿದ್ದಾರೆ ಎಂದು ಶ್ರೀರಾಮುಲು ಹೇಳಿದರು. ಬಳ್ಳಾರಿ ನಗರದ ಕೌಲ್‌ಬಜಾರ್‌ನಲ್ಲಿ 1982ರಲ್ಲಿ ನಡೆದ ಗೋಲಿಬಾರ್ ಬಿಟ್ಟರೆ ನಿನ್ನೆ ಸಾರ್ವಜನಿಕ ಸ್ಥಳದಲ್ಲಿ ಗುಂಡು ಹಾರಿಸಲಾಗಿದೆ. ಶಾಸಕ ಭರತ್‌ರೆಡ್ಡಿಯ ಅಪ್ಪ ಸತೀಶ್ ರೆಡ್ಡಿಯ ಅಂಗರಕ್ಷಕರಿಂದ ಫೈರಿಂಗ್ ಆಗಿದೆ. ಗುರುವಾರ ರಾತ್ರಿ ಸಂಭವಿಸಿದ ಘಟನೆಯಲ್ಲಿ ಬಿಜೆಪಿಯ ಪಾಲಿಕೆ ಸದಸ್ಯರುಗಳ ಮನೆಯ ಮೇಲೆ ದಾಳಿ ಮಾಡಿದ್ದಾರೆ. ಸತೀಶ್ ರೆಡ್ಡಿ ಪೊಲೀಸ್ ಭದ್ರತೆ ಹಾಗೂ ಖಾಸಗಿ ಭದ್ರತೆ ಇರುವುದರಿಂದ ಅವರಿಂದ ದೌರ್ಜನ್ಯ ನಡೆಯುತ್ತಿದೆ. ಜನಾರ್ದನರೆಡ್ಡಿ ಹೇಳಿದ್ದಾರೆ. ನಾವು ಯಾರನ್ನೂ ಹೆದರಿಸುವುದಿಲ್ಲ ಎಂದರು. — [277, 644, 510, 1268]
editor-name: ಶ್ರೀಮತಿ ಕೆ.ಎಂ.ರೇಖಾ ಪ್ರಕಾಶ್ — [614, 286, 750, 302]
second-photo-person — [806, 1714, 868, 1791]
facebook-icon[interactable]: f — [233, 148, 264, 179]
email-icon: ✉ — [1129, 346, 1144, 366]
day-kn: ಶನಿವಾರ — [1398, 309, 1433, 325]
whatsapp-icon[interactable]: ✆ — [225, 210, 259, 244]
power-byline: ಹೊಸಪೇಟೆ ಟೈಮ್ಸ್ ನ್ಯೂಸ್ — [23, 2145, 137, 2161]
founder-name: ಸಮಾಜಸೇವಾ ಭಾರ್ಗವ ಎಸ್.ಎಂ.ಪ್ರಕಾಶ್ — [256, 286, 445, 302]
dam-row: ನೀರಿನ ಮಟ್ಟ : 02-01-2026 — [24, 602, 258, 619]
cartoon-caption: ಉತ್ತಮ ಸಾಧಕರ ಪುರಸ್ಕಾರ — [87, 818, 194, 833]
